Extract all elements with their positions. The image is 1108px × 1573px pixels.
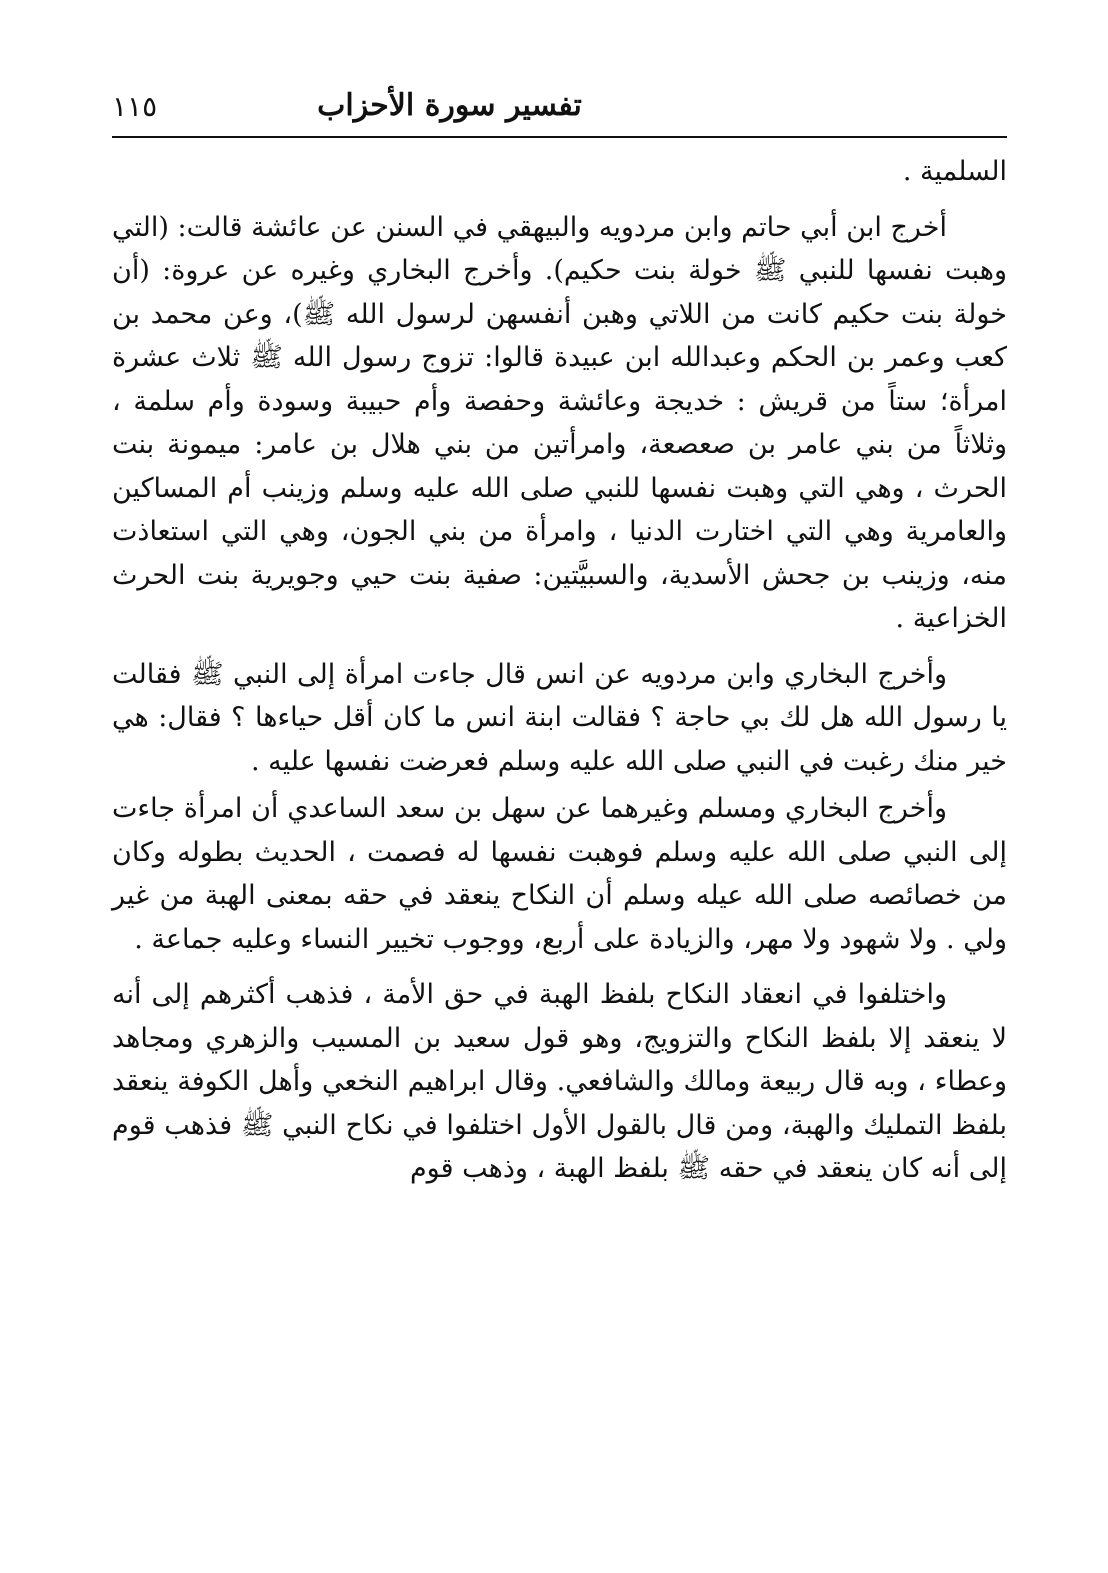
page-number: ١١٥ (112, 90, 158, 123)
paragraph-wives-list: أخرج ابن أبي حاتم وابن مردويه والبيهقي في السنن عن عائشة قالت: (التي وهبت نفسها للنبي ﷺ خولة بنت حكيم). وأخرج البخاري وغيره عن عروة: (أن خولة بنت حكيم كانت من اللاتي وهبن أنفسهن لرسول الله ﷺ)، وعن محمد بن كعب وعمر بن الحكم وعبدالله ابن عبيدة قالوا: تزوج رسول الله ﷺ ثلاث عشرة امرأة؛ ستاً من قريش : خديجة وعائشة وحفصة وأم حبيبة وسودة وأم سلمة ، وثلاثاً من بني عامر بن صعصعة، وامرأتين من بني هلال بن عامر: ميمونة بنت الحرث ، وهي التي وهبت نفسها للنبي صلى الله عليه وسلم وزينب أم المساكين والعامرية وهي التي اختارت الدنيا ، وامرأة من بني الجون، وهي التي استعاذت منه، وزينب بن جحش الأسدية، والسبيَّتين: صفية بنت حيي وجويرية بنت الحرث الخزاعية . (112, 211, 1007, 634)
paragraph-hiba-dispute: واختلفوا في انعقاد النكاح بلفظ الهبة في حق الأمة ، فذهب أكثرهم إلى أنه لا ينعقد إلا بلفظ النكاح والتزويج، وهو قول سعيد بن المسيب والزهري ومجاهد وعطاء ، وبه قال ربيعة ومالك والشافعي. وقال ابراهيم النخعي وأهل الكوفة ينعقد بلفظ التمليك والهبة، ومن قال بالقول الأول اختلفوا في نكاح النبي ﷺ فذهب قوم إلى أنه كان ينعقد في حقه ﷺ بلفظ الهبة ، وذهب قوم (112, 979, 1007, 1184)
paragraph-sahl-narration: وأخرج البخاري ومسلم وغيرهما عن سهل بن سعد الساعدي أن امرأة جاءت إلى النبي صلى الله عليه وسلم فوهبت نفسها له فصمت ، الحديث بطوله وكان من خصائصه صلى الله عيله وسلم أن النكاح ينعقد في حقه بمعنى الهبة من غير ولي . ولا شهود ولا مهر، والزيادة على أربع، ووجوب تخيير النساء وعليه جماعة . (112, 793, 1007, 955)
header-title: تفسير سورة الأحزاب (317, 88, 582, 123)
paragraph-anas-narration: وأخرج البخاري وابن مردويه عن انس قال جاءت امرأة إلى النبي ﷺ فقالت يا رسول الله هل لك بي حاجة ؟ فقالت ابنة انس ما كان أقل حياءها ؟ فقال: هي خير منك رغبت في النبي صلى الله عليه وسلم فعرضت نفسها عليه . (112, 658, 1007, 777)
paragraph-continuation: السلمية . (902, 156, 1007, 187)
running-header (112, 84, 1007, 138)
body-text (112, 150, 1007, 1191)
